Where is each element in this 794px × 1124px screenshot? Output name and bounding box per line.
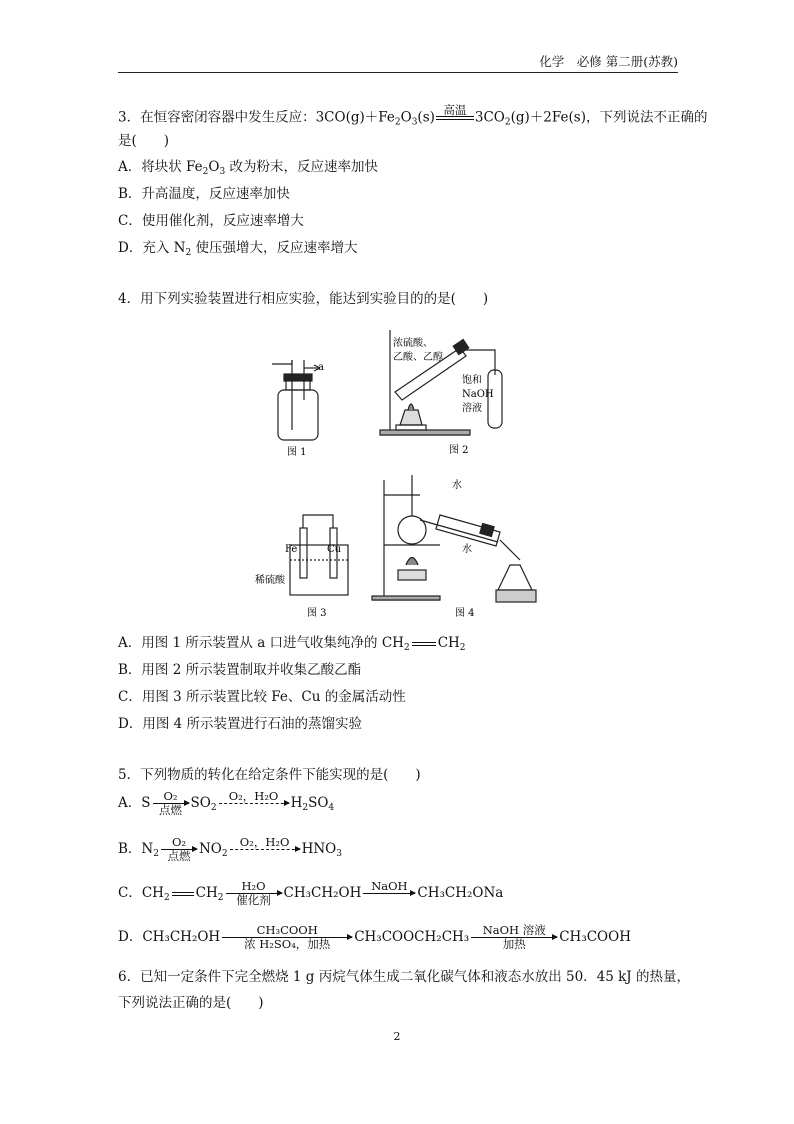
fig1-label-a: a	[318, 362, 324, 373]
q4-figures	[0, 320, 794, 620]
fig4-caption: 图 4	[455, 608, 475, 619]
fig1-caption: 图 1	[287, 447, 307, 458]
header-rule	[118, 72, 678, 73]
q6-stem-cont: 下列说法正确的是( )	[118, 995, 264, 1011]
q3-option-a: A．将块状 $Fe_2O_3$ 改为粉末，反应速率加快	[118, 159, 379, 177]
fig3-label-fe: Fe	[285, 544, 298, 555]
q3-stem-cont: 是( )	[118, 133, 170, 149]
q3-option-b: B．升高温度，反应速率加快	[118, 186, 290, 202]
fig1-gas-bottle	[272, 360, 320, 440]
q3-option-c: C．使用催化剂，反应速率增大	[118, 213, 304, 229]
fig3-label-acid: 稀硫酸	[255, 575, 285, 586]
fig2-reagent-label-1: 浓硫酸、	[393, 338, 433, 349]
q4-option-a: A．用图 1 所示装置从 a 口进气收集纯净的 $CH_2$ $CH_2$	[118, 635, 466, 653]
fig2-caption: 图 2	[449, 445, 469, 456]
fig2-solution-label-3: 溶液	[462, 403, 482, 414]
fig4-distillation	[372, 475, 536, 602]
q5-option-b: B．$N_2$ O₂ 点燃 $NO_2$ O₂，H₂O $HNO_3$	[118, 835, 342, 863]
q5-option-c: C．$CH_2$ $CH_2$ H₂O 催化剂 CH₃CH₂OH NaOH CH₃CH₂ONa	[118, 879, 504, 907]
q4-option-d: D．用图 4 所示装置进行石油的蒸馏实验	[118, 716, 362, 732]
fig4-label-water-in: 水	[452, 480, 462, 491]
q5-option-d: D．CH₃CH₂OH CH₃COOH 浓 H₂SO₄，加热 CH₃COOCH₂CH₃ NaOH 溶液 加热 CH₃COOH	[118, 923, 631, 951]
q3-option-d: D．充入 $N_2$ 使压强增大，反应速率增大	[118, 240, 358, 258]
fig2-reagent-label-2: 乙酸、乙醇	[393, 352, 443, 363]
reaction-condition: 高温	[436, 104, 474, 132]
fig3-caption: 图 3	[307, 608, 327, 619]
fig2-solution-label-2: NaOH	[462, 389, 494, 400]
q5-option-a: A．S O₂ 点燃 $SO_2$ O₂，H₂O $H_2SO_4$	[118, 789, 335, 817]
q6-stem: 6．已知一定条件下完全燃烧 1 g 丙烷气体生成二氧化碳气体和液态水放出 50．45 kJ 的热量，	[118, 969, 691, 985]
q5-stem: 5．下列物质的转化在给定条件下能实现的是( )	[118, 767, 421, 783]
q4-stem: 4．用下列实验装置进行相应实验，能达到实验目的的是( )	[118, 291, 489, 307]
q4-option-c: C．用图 3 所示装置比较 Fe、Cu 的金属活动性	[118, 689, 406, 705]
fig2-solution-label-1: 饱和	[462, 375, 482, 386]
fig3-label-cu: Cu	[327, 544, 342, 555]
q4-option-b: B．用图 2 所示装置制取并收集乙酸乙酯	[118, 662, 362, 678]
page-number: 2	[393, 1030, 401, 1043]
fig4-label-water-out: 水	[462, 544, 472, 555]
fig3-galvanic-cell	[290, 515, 348, 595]
q3-stem: 3．在恒容密闭容器中发生反应：$3CO(g)+Fe_2O_3(s)$ 高温 $3CO_2(g)+2Fe(s)$，下列说法不正确的	[118, 104, 707, 132]
page-header: 化学 必修 第二册(苏教)	[539, 54, 678, 69]
